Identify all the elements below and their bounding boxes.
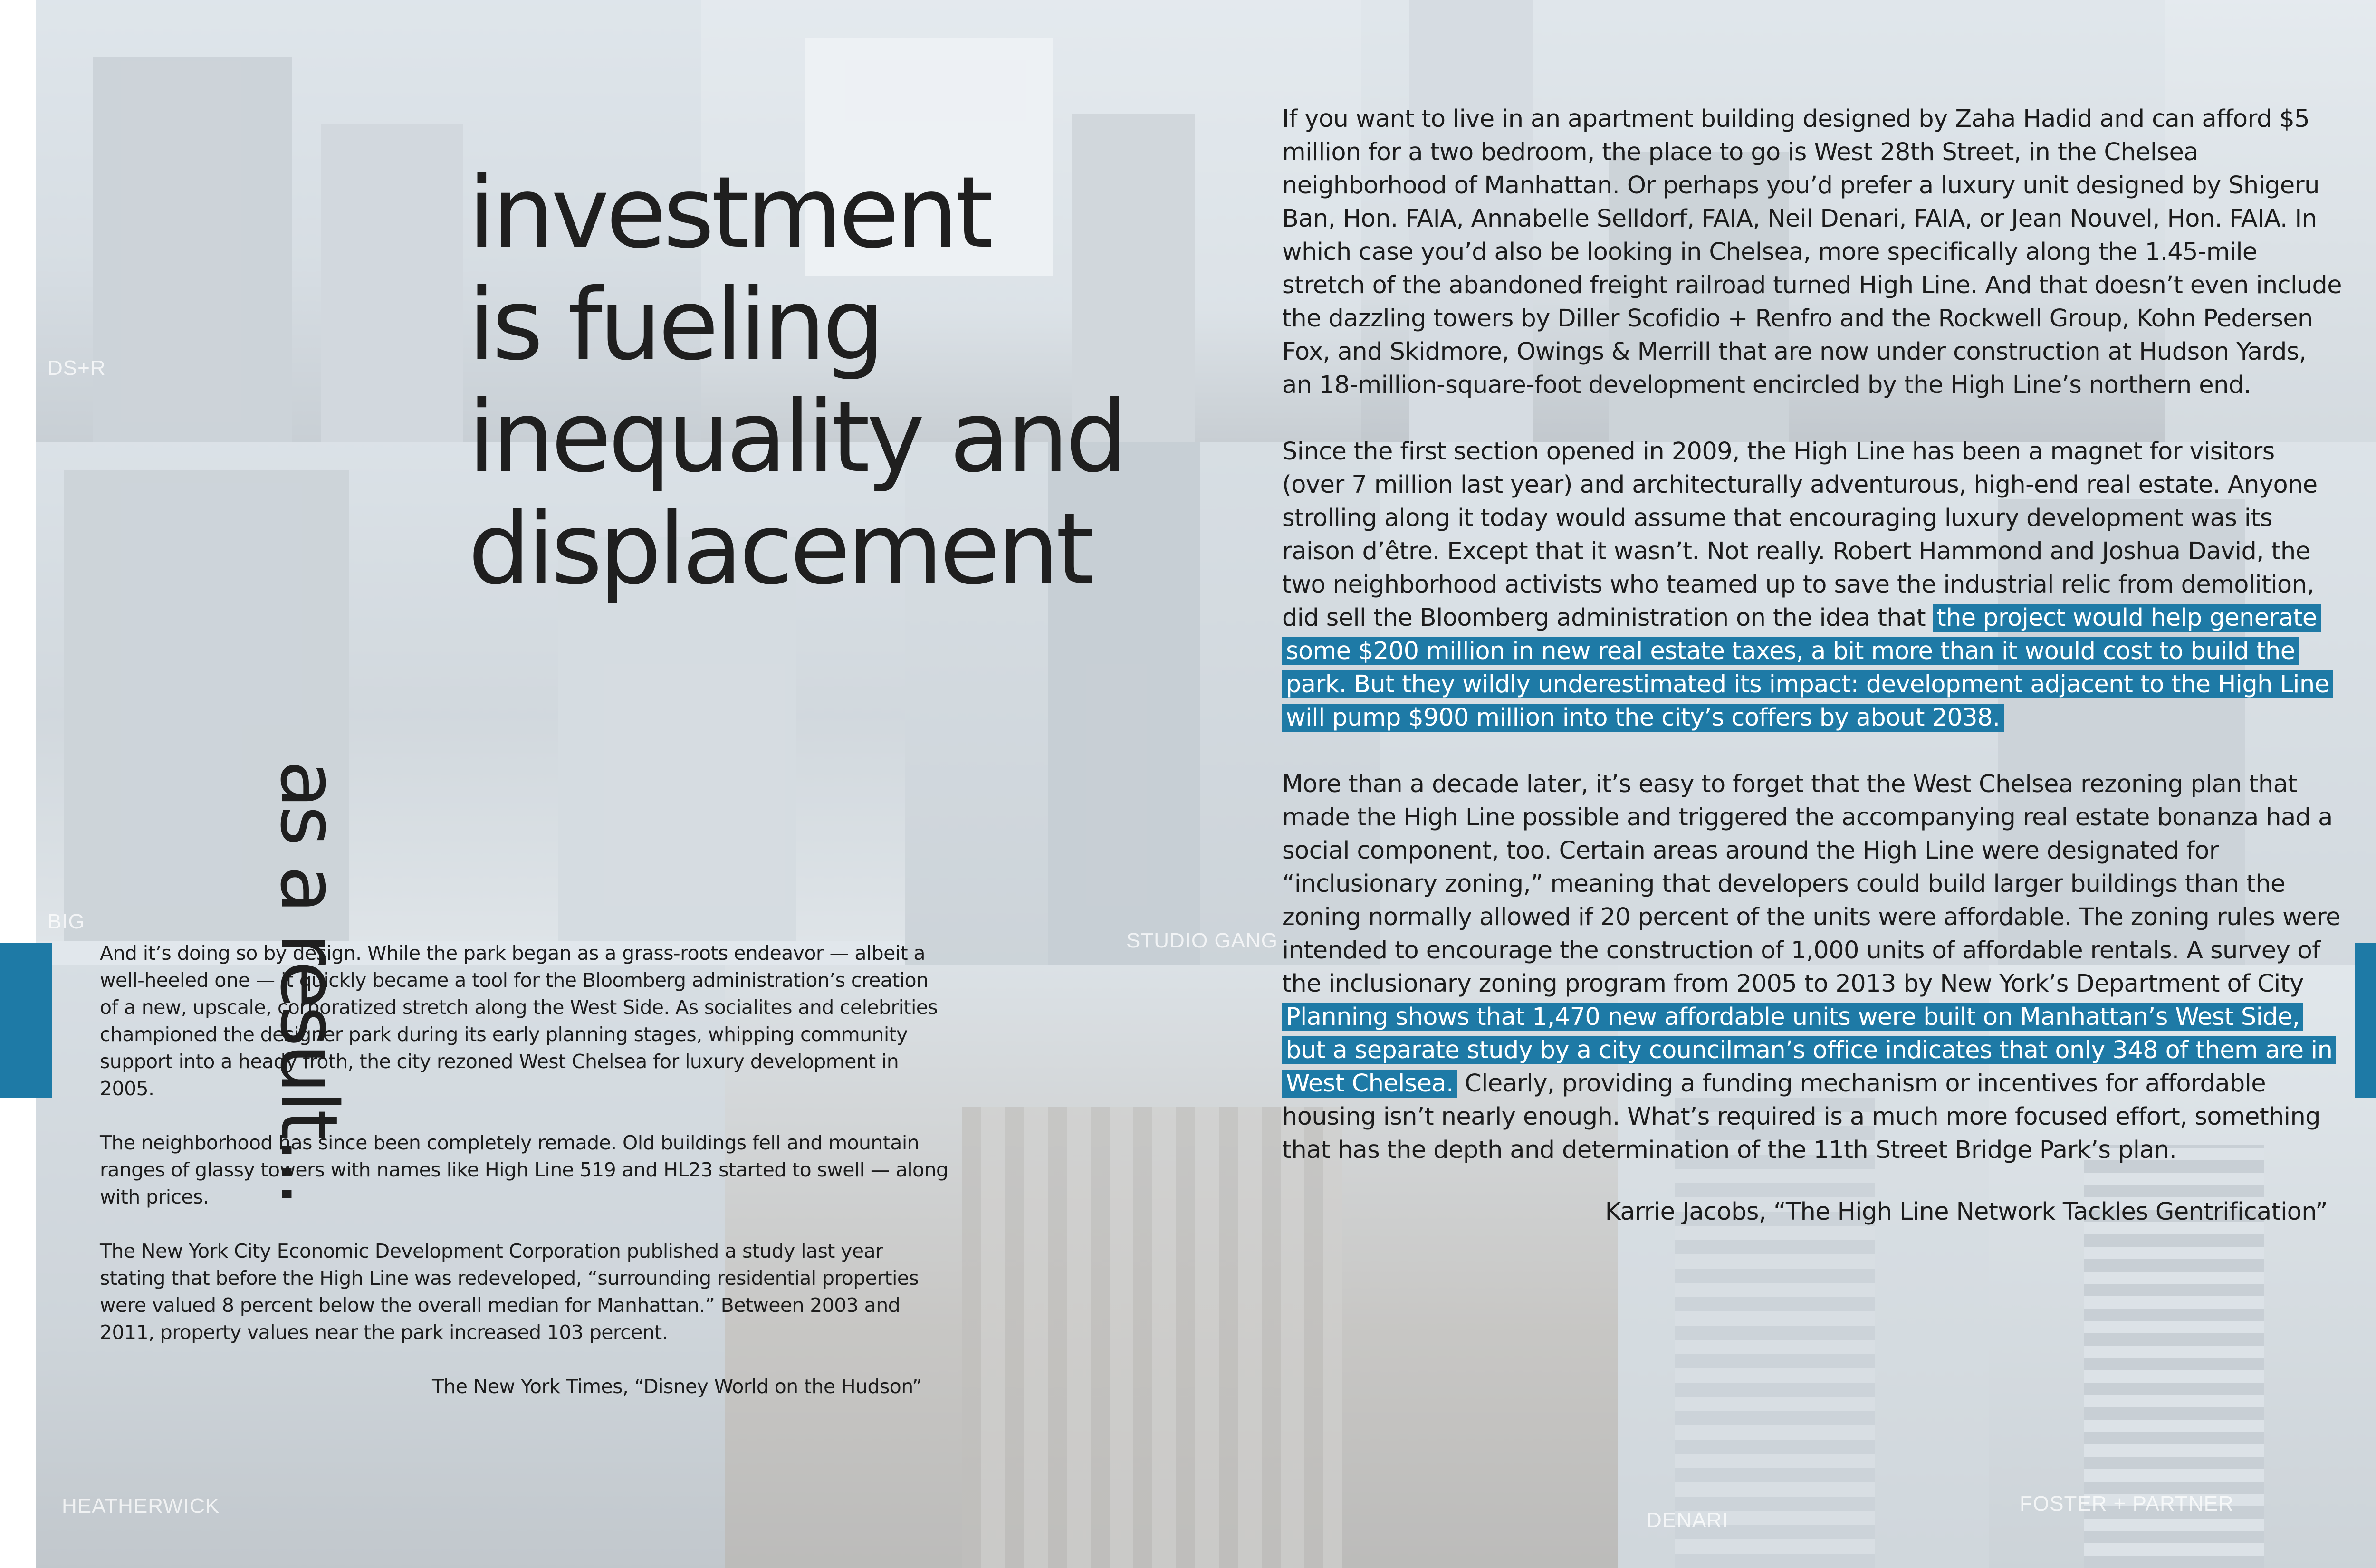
architect-label: DENARI: [1647, 1509, 1729, 1532]
page-margin: [0, 0, 36, 1568]
architect-label: STUDIO GANG: [1126, 929, 1278, 952]
headline-line: displacement: [468, 492, 1092, 606]
body-paragraph: [1282, 435, 2342, 735]
left-edge-tab: [0, 943, 52, 1098]
body-paragraph: The New York City Economic Development Corporation published a study last year stating that before the High Line was redeveloped, “surrounding residential properties were valued 8 percent below the overall median for Manhattan.” Between 2003 and 2011, property values near the park increased 103 percent.: [100, 1240, 919, 1344]
body-paragraph: If you want to live in an apartment building designed by Zaha Hadid and can afford $5 million for a two bedroom, the place to go is West 28th Street, in the Chelsea neighborhood of Manhattan. Or perhaps you’d prefer a luxury unit designed by Shigeru Ban, Hon. FAIA, Annabelle Selldorf, FAIA, Neil Denari, FAIA, or Jean Nouvel, Hon. FAIA. In which case you’d also be looking in Chelsea, more specifically along the 1.45-mile stretch of the abandoned freight railroad turned High Line. And that doesn’t even include the dazzling towers by Diller Scofidio + Renfro and the Rockwell Group, Kohn Pedersen Fox, and Skidmore, Owings & Merrill that are now under construction at Hudson Yards, an 18-million-square-foot development encircled by the High Line’s northern end.: [1282, 105, 2342, 399]
headline-line: investment: [468, 155, 990, 270]
architect-label: BIG: [48, 910, 85, 933]
body-paragraph: [1282, 768, 2342, 1167]
body-text: More than a decade later, it’s easy to forget that the West Chelsea rezoning plan that made the High Line possible and triggered the accompanying real estate bonanza had a social component, too. Certain areas around the High Line were designated for “inclusionary zoning,” meaning that developers could build larger buildings than the zoning normally allowed if 20 percent of the units were affordable. The zoning rules were intended to encourage the construction of 1,000 units of affordable rentals. A survey of the inclusionary zoning program from 2005 to 2013 by New York’s Department of City: [1282, 770, 2340, 998]
architect-label: DS+R: [48, 356, 106, 380]
vertical-title: as a result...: [263, 760, 354, 1204]
headline-line: is fueling: [468, 268, 882, 382]
architect-label: FOSTER + PARTNER: [2020, 1492, 2234, 1515]
body-paragraph: The neighborhood has since been completely remade. Old buildings fell and mountain ranges of glassy towers with names like High Line 519 and HL23 started to swell — along with prices.: [100, 1131, 948, 1208]
left-column: [100, 940, 950, 1427]
architect-label: HEATHERWICK: [62, 1494, 220, 1518]
headline: [468, 157, 1124, 605]
body-paragraph: And it’s doing so by design. While the park began as a grass-roots endeavor — albeit a well-heeled one — it quickly became a tool for the Bloomberg administration’s creation of a new, upscale, corporatized stretch along the West Side. As socialites and celebrities championed the designer park during its early planning stages, whipping community support into a heady froth, the city rezoned West Chelsea for luxury development in 2005.: [100, 942, 938, 1100]
body-text: Since the first section opened in 2009, the High Line has been a magnet for visitors (over 7 million last year) and architecturally adventurous, high-end real estate. Anyone strolling along it today would assume that encouraging luxury development was its raison d’être. Except that it wasn’t. Not really. Robert Hammond and Joshua David, the two neighborhood activists who teamed up to save the industrial relic from demolition, did sell the Bloomberg administration on the idea that: [1282, 438, 2318, 632]
source-citation: The New York Times, “Disney World on the Hudson”: [431, 1375, 922, 1398]
right-edge-tab: [2355, 943, 2376, 1098]
highlighted-quote: the project would help generate some $200 million in new real estate taxes, a bit more than it would cost to build the park. But they wildly underestimated its impact: development adjacent to the High Line will pump $900 million into the city’s coffers by about 2038.: [1282, 604, 2333, 732]
highlighted-quote: Planning shows that 1,470 new affordable units were built on Manhattan’s West Side, but a separate study by a city councilman’s office indicates that only 348 of them are in West Chelsea.: [1282, 1003, 2336, 1098]
source-citation: Karrie Jacobs, “The High Line Network Tackles Gentrification”: [1605, 1198, 2328, 1226]
headline-line: inequality and: [468, 380, 1125, 494]
right-column: [1282, 103, 2342, 1262]
body-text: Clearly, providing a funding mechanism or incentives for affordable housing isn’t nearly enough. What’s required is a much more focused effort, something that has the depth and determination of the 11th Street Bridge Park’s plan.: [1282, 1070, 2320, 1164]
